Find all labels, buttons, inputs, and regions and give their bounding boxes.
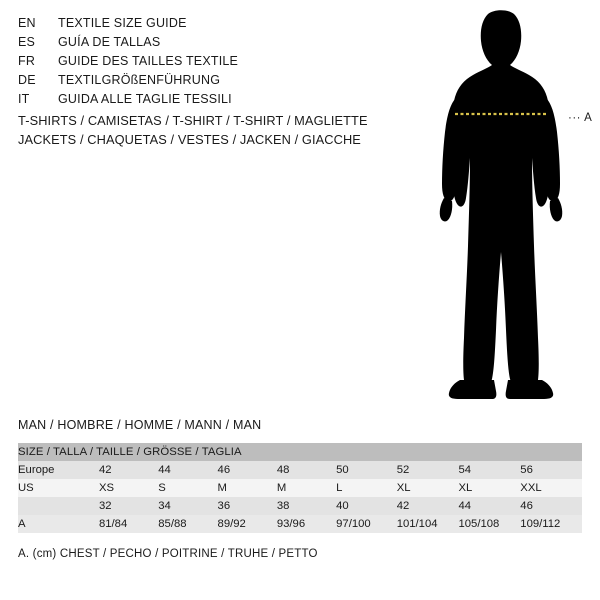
cell: XS <box>99 479 158 497</box>
cell: 42 <box>99 461 158 479</box>
cell: 101/104 <box>397 515 459 533</box>
language-text: TEXTILGRÖßENFÜHRUNG <box>58 73 221 87</box>
table-row <box>18 479 582 497</box>
cell: 36 <box>218 497 277 515</box>
leader-dots: ··· <box>568 112 581 124</box>
row-label: Europe <box>18 461 99 479</box>
cell: XXL <box>520 479 582 497</box>
table-row <box>18 461 582 479</box>
measure-letter: A <box>584 112 593 124</box>
cell: 93/96 <box>277 515 336 533</box>
table-row <box>18 515 582 533</box>
language-row <box>18 16 418 35</box>
row-label: US <box>18 479 99 497</box>
language-code: ES <box>18 35 36 49</box>
cell: 89/92 <box>218 515 277 533</box>
language-code: DE <box>18 73 36 87</box>
cell: 52 <box>397 461 459 479</box>
cell: 56 <box>520 461 582 479</box>
chest-measure-label <box>568 112 592 124</box>
cell: 46 <box>520 497 582 515</box>
cell: 46 <box>218 461 277 479</box>
table-header-label: SIZE / TALLA / TAILLE / GRÖSSE / TAGLIA <box>18 443 582 461</box>
cell: 40 <box>336 497 397 515</box>
body-silhouette-icon <box>400 8 600 403</box>
cell: 48 <box>277 461 336 479</box>
cell: 54 <box>458 461 520 479</box>
language-row <box>18 54 418 73</box>
cell: 34 <box>158 497 217 515</box>
cell: 50 <box>336 461 397 479</box>
cell: 105/108 <box>458 515 520 533</box>
cell: 85/88 <box>158 515 217 533</box>
language-row <box>18 35 418 54</box>
cell: 81/84 <box>99 515 158 533</box>
cell: M <box>277 479 336 497</box>
language-text: GUÍA DE TALLAS <box>58 35 161 49</box>
cell: XL <box>458 479 520 497</box>
category-line-tshirts: T-SHIRTS / CAMISETAS / T-SHIRT / T-SHIRT / MAGLIETTE <box>18 113 368 128</box>
language-text: GUIDE DES TAILLES TEXTILE <box>58 54 239 68</box>
language-text: TEXTILE SIZE GUIDE <box>58 16 187 30</box>
cell: 109/112 <box>520 515 582 533</box>
cell: 32 <box>99 497 158 515</box>
language-code: EN <box>18 16 36 30</box>
cell: S <box>158 479 217 497</box>
row-label: A <box>18 515 99 533</box>
category-line-jackets: JACKETS / CHAQUETAS / VESTES / JACKEN / GIACCHE <box>18 132 361 147</box>
language-list <box>18 16 418 111</box>
cell: 44 <box>158 461 217 479</box>
footnote-chest: A. (cm) CHEST / PECHO / POITRINE / TRUHE / PETTO <box>18 548 318 560</box>
language-code: FR <box>18 54 36 68</box>
row-label <box>18 497 99 515</box>
cell: 97/100 <box>336 515 397 533</box>
cell: L <box>336 479 397 497</box>
table-header-row <box>18 443 582 461</box>
language-text: GUIDA ALLE TAGLIE TESSILI <box>58 92 232 106</box>
category-list <box>18 111 438 149</box>
cell: XL <box>397 479 459 497</box>
male-body-figure <box>400 8 600 403</box>
cell: M <box>218 479 277 497</box>
cell: 42 <box>397 497 459 515</box>
cell: 44 <box>458 497 520 515</box>
section-heading-man: MAN / HOMBRE / HOMME / MANN / MAN <box>18 418 262 432</box>
language-row <box>18 73 418 92</box>
size-table <box>18 443 582 533</box>
language-code: IT <box>18 92 30 106</box>
table-row <box>18 497 582 515</box>
cell: 38 <box>277 497 336 515</box>
language-row <box>18 92 418 111</box>
